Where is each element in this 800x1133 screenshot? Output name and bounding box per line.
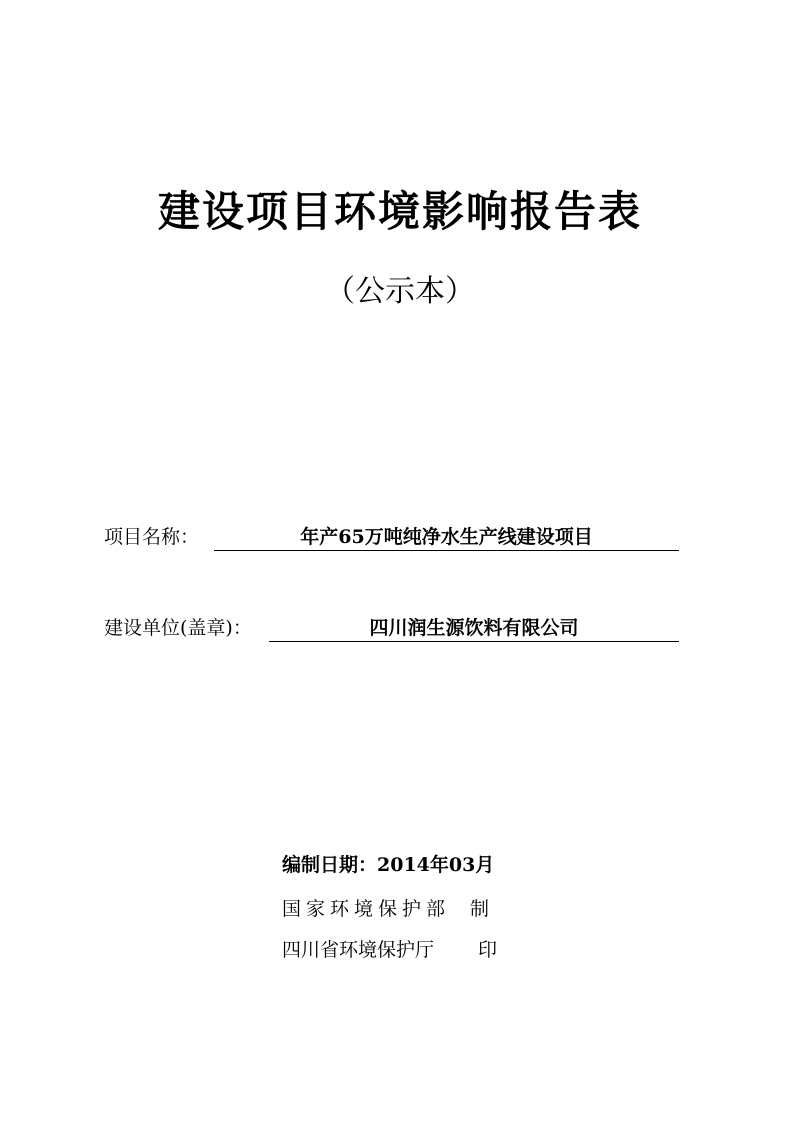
- province-line: [282, 936, 497, 964]
- ministry-suffix: 制: [470, 898, 490, 920]
- builder-row: [104, 613, 684, 643]
- report-subtitle: （公示本）: [325, 274, 475, 309]
- report-title: 建设项目环境影响报告表: [157, 187, 642, 236]
- project-name-row: [104, 522, 684, 552]
- project-name-value: 年产65万吨纯净水生产线建设项目: [214, 522, 679, 551]
- ministry-line: [282, 895, 489, 923]
- ministry-name: 国家环境保护部: [282, 898, 451, 920]
- project-name-label: 项目名称：: [104, 526, 200, 548]
- province-dept-name: 四川省环境保护厅: [282, 939, 435, 961]
- province-suffix: 印: [478, 939, 498, 961]
- builder-label: 建设单位(盖章)：: [104, 617, 252, 639]
- compile-date: 编制日期：2014年03月: [282, 854, 495, 876]
- builder-value: 四川润生源饮料有限公司: [269, 613, 679, 642]
